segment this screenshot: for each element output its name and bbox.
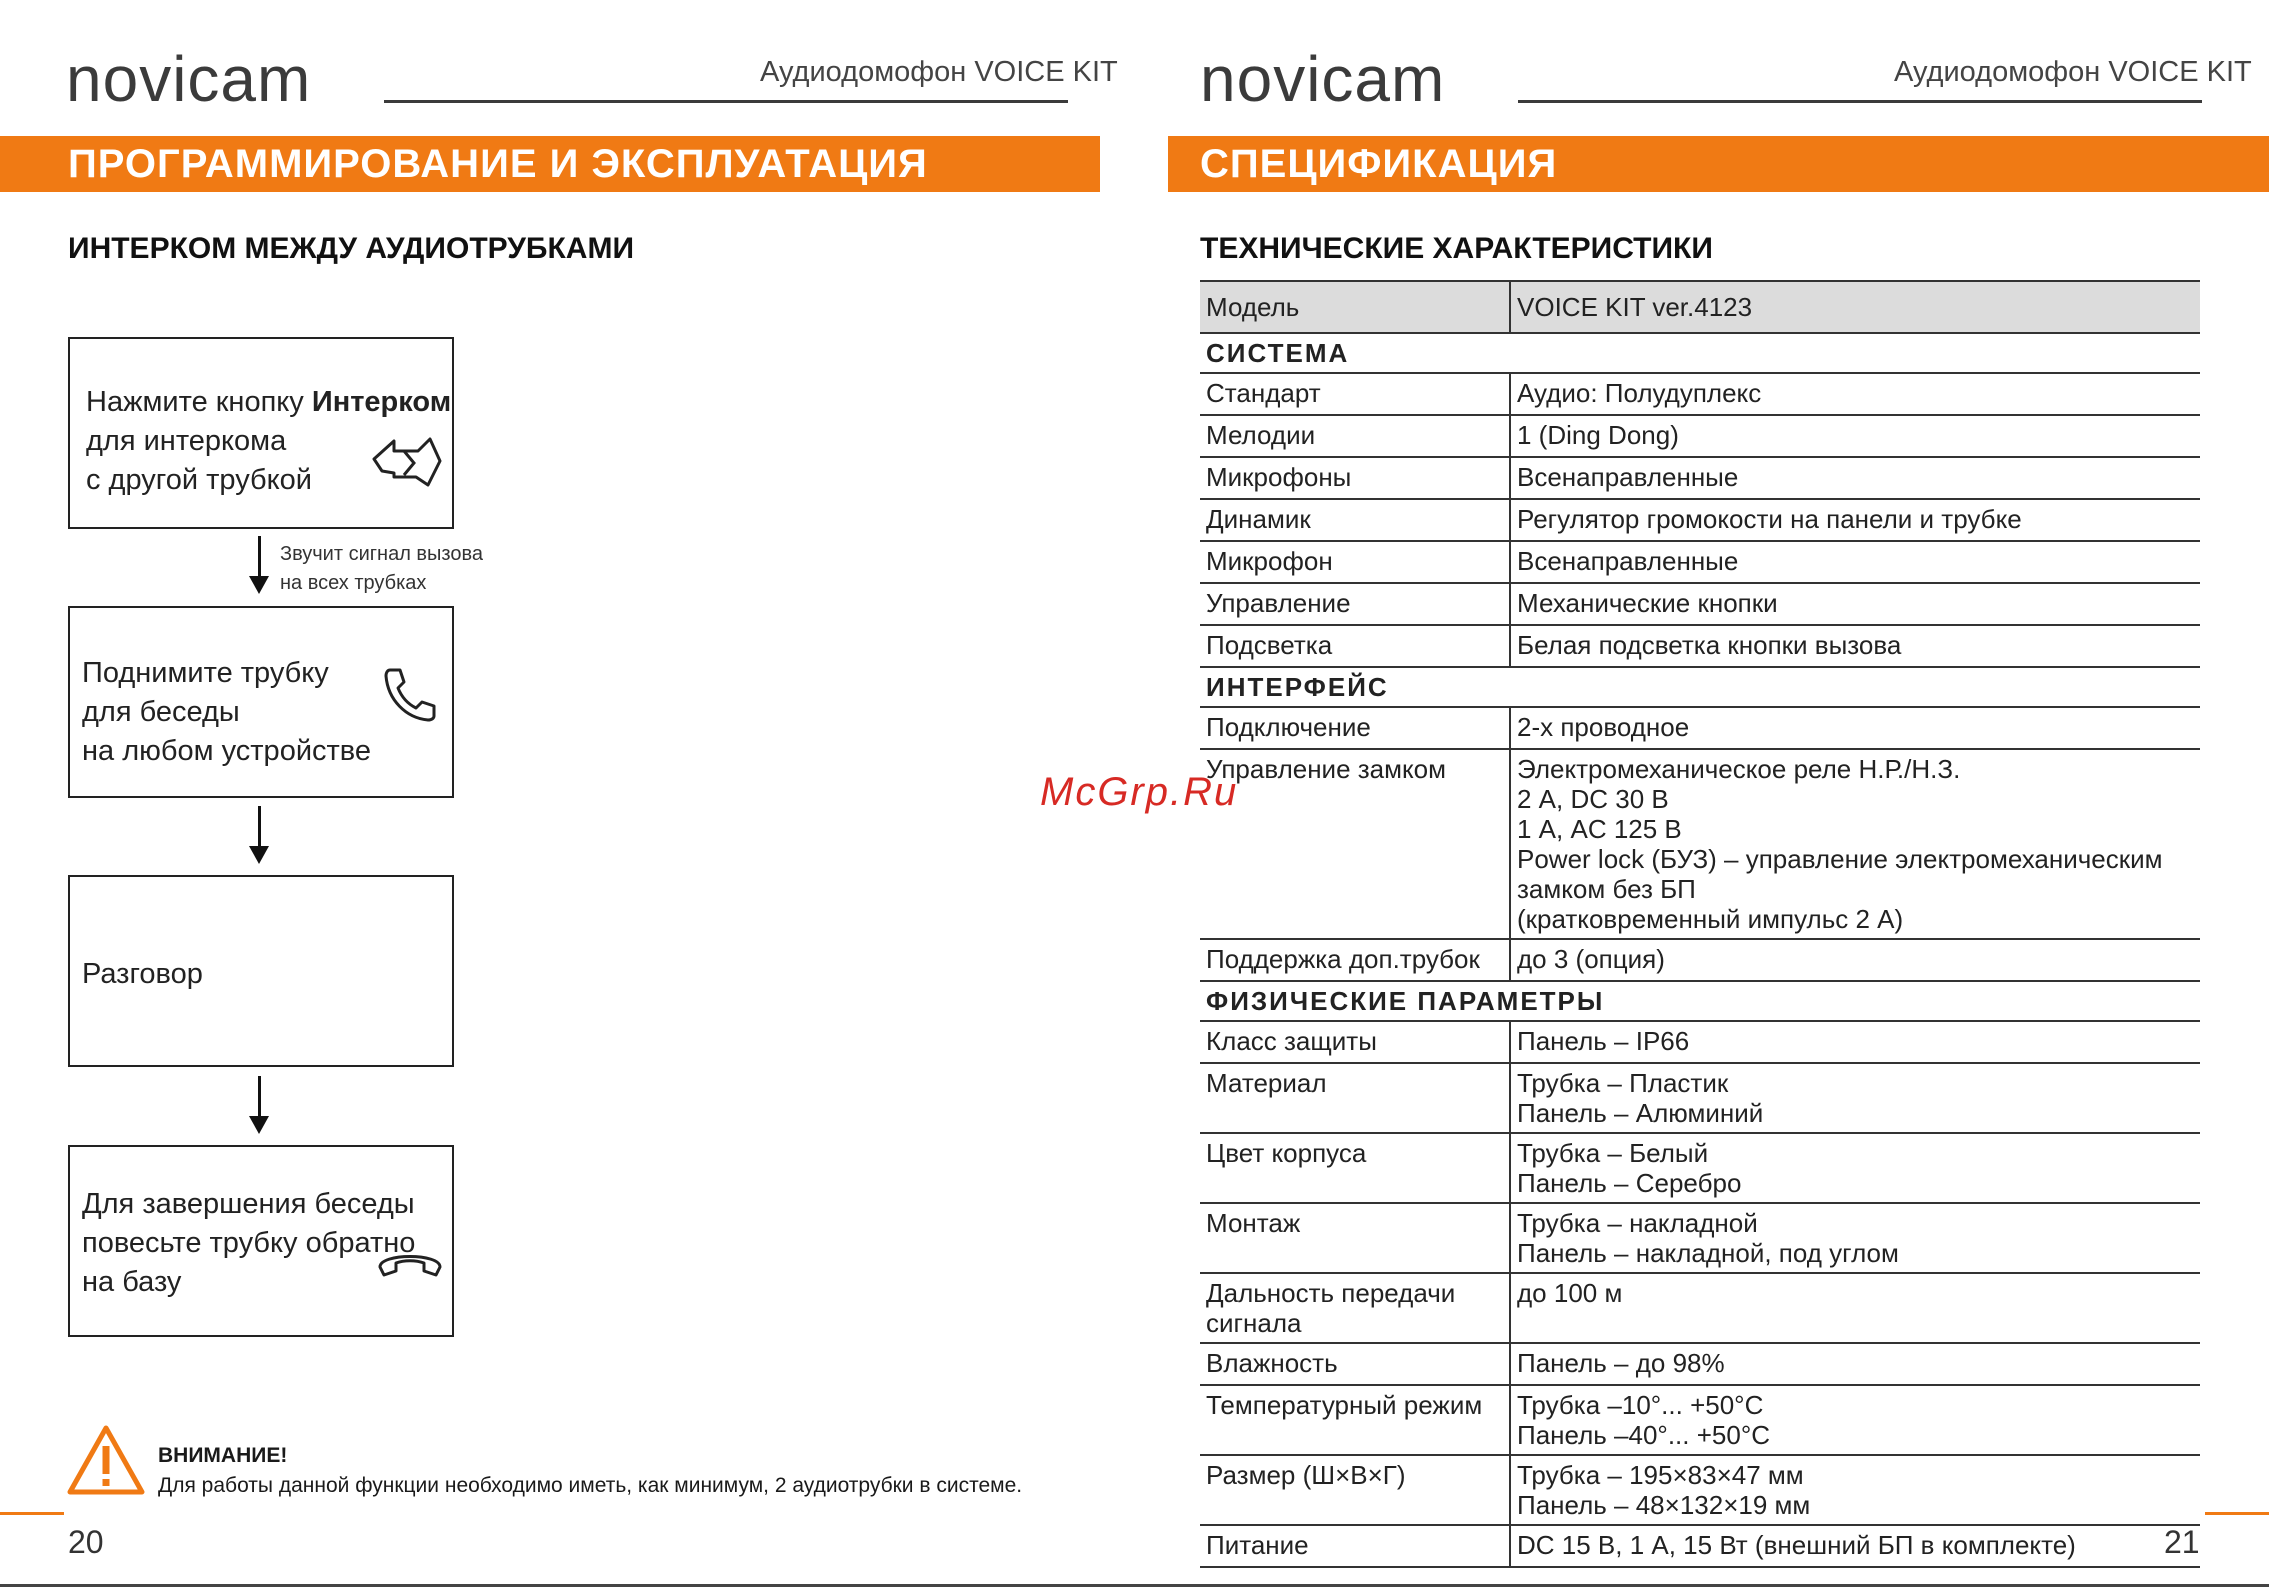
spec-value-line: 2-х проводное: [1517, 712, 1690, 742]
spec-value: [1510, 583, 2200, 625]
spec-key: Подсветка: [1200, 625, 1510, 667]
spec-key: Микрофон: [1200, 541, 1510, 583]
step-text-line: Для завершения беседы: [82, 1188, 415, 1220]
intercom-button-name: Интерком: [311, 386, 452, 418]
spec-value-line: Панель – IP66: [1517, 1026, 1690, 1056]
arrow-note-line: на всех трубках: [280, 572, 427, 594]
spec-value-line: Механические кнопки: [1517, 588, 1778, 618]
header-rule: [384, 100, 1068, 103]
bottom-rule: [0, 1584, 2269, 1587]
novicam-logo: novicam: [66, 43, 312, 115]
spec-value: [1510, 939, 2200, 981]
page-number: 20: [68, 1524, 104, 1560]
header-product-name: Аудиодомофон VOICE KIT: [760, 56, 1118, 88]
spec-section-row: [1200, 981, 2200, 1021]
spec-key: Мелодии: [1200, 415, 1510, 457]
spec-key: Температурный режим: [1200, 1385, 1510, 1455]
phone-handset-icon: [382, 666, 438, 722]
spec-value: [1510, 415, 2200, 457]
spec-table: [1200, 280, 2200, 1568]
step-box-talk: [68, 875, 454, 1067]
spec-value: [1510, 625, 2200, 667]
model-row: [1200, 281, 2200, 333]
section-title-band: [1168, 136, 2269, 192]
spec-key: Класс защиты: [1200, 1021, 1510, 1063]
spec-row: [1200, 939, 2200, 981]
spec-value-line: Трубка – Пластик: [1517, 1068, 1729, 1098]
step-text: Разговор: [82, 958, 203, 990]
spec-value: [1510, 1343, 2200, 1385]
spec-value-line: Трубка –10°... +50°С: [1517, 1390, 1764, 1420]
header-product-name: Аудиодомофон VOICE KIT: [1894, 56, 2252, 88]
spec-value: [1510, 457, 2200, 499]
warning-text: Для работы данной функции необходимо иметь, как минимум, 2 аудиотрубки в системе.: [158, 1474, 1023, 1497]
spec-key: Подключение: [1200, 707, 1510, 749]
step-text-line: повесьте трубку обратно: [82, 1227, 416, 1259]
spec-row: [1200, 1021, 2200, 1063]
spec-row: [1200, 1203, 2200, 1273]
spec-value: [1510, 499, 2200, 541]
spec-value-line: Панель – накладной, под углом: [1517, 1238, 1899, 1268]
step-text: [82, 1185, 415, 1302]
spec-key: Влажность: [1200, 1343, 1510, 1385]
spec-row: [1200, 1063, 2200, 1133]
spec-key: Управление: [1200, 583, 1510, 625]
step-text-line: с другой трубкой: [86, 464, 312, 496]
spec-value: [1510, 373, 2200, 415]
section-title-band: [0, 136, 1100, 192]
section-title: СПЕЦИФИКАЦИЯ: [1200, 142, 1558, 186]
step-text-line: Нажмите кнопку: [86, 386, 312, 418]
spec-key: Размер (Ш×В×Г): [1200, 1455, 1510, 1525]
spec-value-line: Трубка – Белый: [1517, 1138, 1709, 1168]
spec-row: [1200, 1343, 2200, 1385]
spec-value-line: Всенаправленные: [1517, 462, 1739, 492]
spec-value-line: Power lock (БУЗ) – управление электромеханическим замком без БП: [1517, 844, 2163, 904]
flow-arrow: [258, 806, 261, 860]
spec-value-line: Трубка – 195×83×47 мм: [1517, 1460, 1804, 1490]
spec-key: Динамик: [1200, 499, 1510, 541]
spec-row: [1200, 1273, 2200, 1343]
spec-value-line: 2 А, DC 30 В: [1517, 784, 1669, 814]
spec-value-line: до 3 (опция): [1517, 944, 1665, 974]
spec-value-line: Всенаправленные: [1517, 546, 1739, 576]
spec-row: [1200, 541, 2200, 583]
step-text-line: для беседы: [82, 696, 240, 728]
arrow-note-line: Звучит сигнал вызова: [280, 543, 484, 565]
spec-section-title: ИНТЕРФЕЙС: [1200, 667, 2200, 707]
spec-section-row: [1200, 667, 2200, 707]
spec-key: Модель: [1200, 281, 1510, 333]
spec-value-line: Панель –40°... +50°С: [1517, 1420, 1770, 1450]
spec-row: [1200, 499, 2200, 541]
spec-key: Питание: [1200, 1525, 1510, 1567]
spec-value-line: (кратковременный импульс 2 А): [1517, 904, 1904, 934]
intercom-hand-icon: [370, 431, 444, 497]
spec-value-line: Электромеханическое реле Н.Р./Н.З.: [1517, 754, 1961, 784]
header-rule: [1518, 100, 2202, 103]
step-text-line: на базу: [82, 1266, 182, 1298]
spec-row: [1200, 707, 2200, 749]
spec-value: [1510, 1203, 2200, 1273]
spec-key: Материал: [1200, 1063, 1510, 1133]
spec-row: [1200, 1525, 2200, 1567]
spec-value-line: Белая подсветка кнопки вызова: [1517, 630, 1902, 660]
spec-section-row: [1200, 333, 2200, 373]
spec-value: [1510, 1063, 2200, 1133]
step-text-line: на любом устройстве: [82, 735, 372, 767]
spec-section-title: СИСТЕМА: [1200, 333, 2200, 373]
warning-icon: [66, 1424, 146, 1496]
spec-value: [1510, 749, 2200, 939]
subheading: ИНТЕРКОМ МЕЖДУ АУДИОТРУБКАМИ: [68, 232, 635, 265]
spec-value-line: 1 А, AC 125 В: [1517, 814, 1682, 844]
spec-key: Микрофоны: [1200, 457, 1510, 499]
spec-key: Цвет корпуса: [1200, 1133, 1510, 1203]
step-text: [82, 654, 371, 771]
spec-value-line: Трубка – накладной: [1517, 1208, 1758, 1238]
spec-row: [1200, 373, 2200, 415]
step-box-intercom: [68, 337, 454, 529]
spec-value-line: DC 15 В, 1 А, 15 Вт (внешний БП в комплекте): [1517, 1530, 2076, 1560]
spec-key: Монтаж: [1200, 1203, 1510, 1273]
section-title: ПРОГРАММИРОВАНИЕ И ЭКСПЛУАТАЦИЯ: [68, 142, 928, 186]
spec-value: [1510, 707, 2200, 749]
spec-value: [1510, 541, 2200, 583]
spec-value: [1510, 1525, 2200, 1567]
spec-row: [1200, 583, 2200, 625]
spec-row: [1200, 457, 2200, 499]
spec-value-line: Регулятор громокости на панели и трубке: [1517, 504, 2022, 534]
page-number: 21: [2164, 1524, 2200, 1560]
spec-key: Поддержка доп.трубок: [1200, 939, 1510, 981]
spec-row: [1200, 749, 2200, 939]
page-number-rule: [2205, 1512, 2269, 1515]
subheading: ТЕХНИЧЕСКИЕ ХАРАКТЕРИСТИКИ: [1200, 232, 1713, 265]
spec-value: [1510, 1455, 2200, 1525]
step-text-line: для интеркома: [86, 425, 287, 457]
flow-arrow: [258, 536, 261, 590]
warning-title: ВНИМАНИЕ!: [158, 1444, 288, 1467]
spec-row: [1200, 1133, 2200, 1203]
spec-value-line: Панель – Алюминий: [1517, 1098, 1764, 1128]
flow-arrow: [258, 1076, 261, 1130]
spec-key: Стандарт: [1200, 373, 1510, 415]
spec-row: [1200, 625, 2200, 667]
page-number-rule: [0, 1512, 64, 1515]
hang-up-icon: [376, 1245, 444, 1281]
spec-section-title: ФИЗИЧЕСКИЕ ПАРАМЕТРЫ: [1200, 981, 2200, 1021]
spec-value-line: до 100 м: [1517, 1278, 1623, 1308]
spec-key: Управление замком: [1200, 749, 1510, 939]
watermark: McGrp.Ru: [1040, 770, 1239, 814]
spec-value: [1510, 1385, 2200, 1455]
spec-row: [1200, 415, 2200, 457]
spec-value: [1510, 1273, 2200, 1343]
step-box-hangup: [68, 1145, 454, 1337]
step-box-pickup: [68, 606, 454, 798]
spec-value: VOICE KIT ver.4123: [1510, 281, 2200, 333]
arrow-note: [280, 540, 483, 598]
left-page: [0, 0, 1134, 1588]
spec-value-line: Аудио: Полудуплекс: [1517, 378, 1762, 408]
spec-value-line: Панель – Серебро: [1517, 1168, 1742, 1198]
spec-row: [1200, 1455, 2200, 1525]
spec-value-line: 1 (Ding Dong): [1517, 420, 1679, 450]
spec-value: [1510, 1021, 2200, 1063]
step-text-line: Поднимите трубку: [82, 657, 329, 689]
spec-value-line: Панель – 48×132×19 мм: [1517, 1490, 1811, 1520]
spec-row: [1200, 1385, 2200, 1455]
spec-value: [1510, 1133, 2200, 1203]
spec-key: Дальность передачи сигнала: [1200, 1273, 1510, 1343]
spec-value-line: Панель – до 98%: [1517, 1348, 1725, 1378]
novicam-logo: novicam: [1200, 43, 1446, 115]
